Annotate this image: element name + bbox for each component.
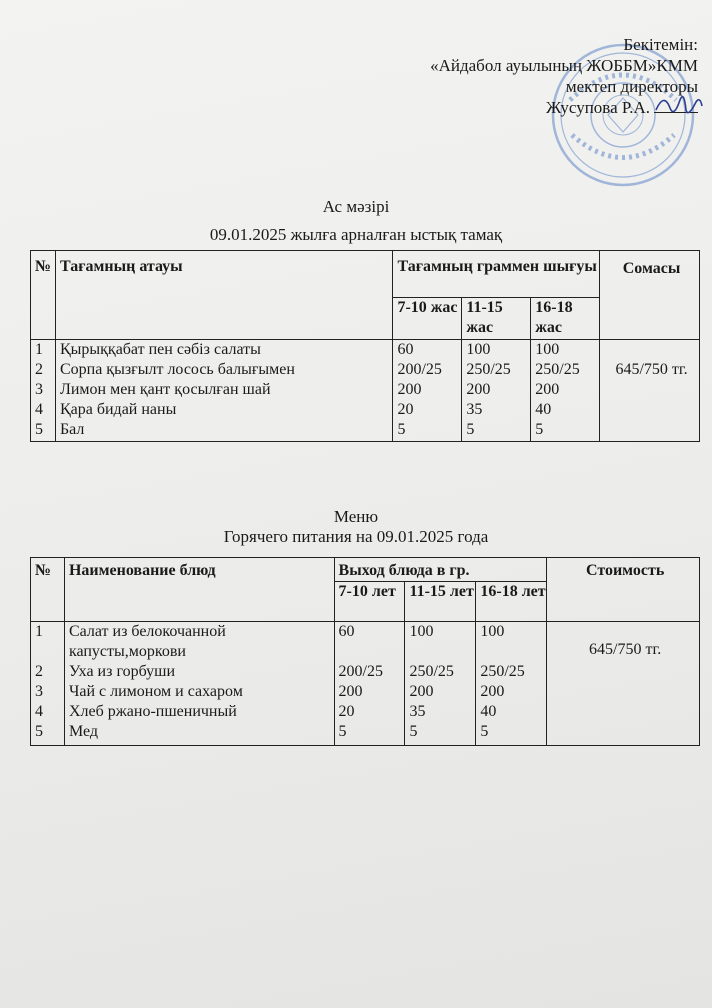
dish-name: Уха из горбуши xyxy=(68,663,176,680)
portion-value: 250/25 xyxy=(480,663,525,680)
kz-header-yield: Тағамның граммен шығуы xyxy=(393,251,600,298)
kz-header-num: № xyxy=(31,251,56,340)
ru-header-yield: Выход блюда в гр. xyxy=(334,558,547,582)
ru-header-num: № xyxy=(31,558,65,622)
dish-name: Салат из белокочанной xyxy=(68,623,226,640)
kz-age3-cell xyxy=(531,340,600,442)
portion-value: 100 xyxy=(466,341,491,358)
ru-age2-cell xyxy=(405,622,476,746)
list-item: 1 xyxy=(35,341,43,358)
kz-header-age-16-18: 16-18 жас xyxy=(531,298,600,340)
portion-value xyxy=(339,642,405,662)
dish-name: Қара бидай наны xyxy=(59,401,177,418)
kz-header-price: Сомасы xyxy=(600,251,700,340)
approval-school: «Айдабол ауылының ЖОББМ»КММ xyxy=(430,56,698,75)
list-item: 4 xyxy=(35,703,43,720)
list-item: 2 xyxy=(35,361,43,378)
list-item: 4 xyxy=(35,401,43,418)
kz-menu-subtitle: 09.01.2025 жылға арналған ыстық тамақ xyxy=(209,225,503,244)
portion-value: 5 xyxy=(338,723,347,740)
portion-value: 40 xyxy=(480,703,497,720)
list-item: 2 xyxy=(35,663,43,680)
list-item: 3 xyxy=(35,683,43,700)
portion-value: 200 xyxy=(409,683,434,700)
portion-value: 200/25 xyxy=(397,361,442,378)
portion-value: 20 xyxy=(338,703,355,720)
list-item: 5 xyxy=(35,421,43,438)
signature xyxy=(652,88,706,124)
list-item: 1 xyxy=(35,623,43,640)
ru-price-cell xyxy=(547,622,700,746)
portion-value: 200 xyxy=(397,381,422,398)
ru-header-age-11-15: 11-15 лет xyxy=(405,582,476,622)
portion-value: 5 xyxy=(535,421,544,438)
ru-header-name: Наименование блюд xyxy=(64,558,334,622)
ru-menu-table xyxy=(30,557,700,746)
portion-value: 200 xyxy=(466,381,491,398)
kz-header-age-11-15: 11-15 жас xyxy=(462,298,531,340)
portion-value: 250/25 xyxy=(535,361,580,378)
portion-value: 250/25 xyxy=(466,361,511,378)
portion-value: 60 xyxy=(338,623,355,640)
dish-name: капусты,моркови xyxy=(68,643,186,660)
kz-menu-table xyxy=(30,250,700,442)
list-item xyxy=(35,642,64,662)
ru-menu-title: Меню xyxy=(333,507,379,526)
kz-price-cell xyxy=(600,340,700,442)
list-item: 3 xyxy=(35,381,43,398)
kz-age2-cell xyxy=(462,340,531,442)
dish-name: Сорпа қызғылт лосось балығымен xyxy=(59,361,295,378)
portion-value: 60 xyxy=(397,341,414,358)
ru-header-age-7-10: 7-10 лет xyxy=(334,582,405,622)
portion-value: 250/25 xyxy=(409,663,454,680)
ru-age1-cell xyxy=(334,622,405,746)
kz-menu-title: Ас мәзірі xyxy=(322,197,390,216)
approval-title: Бекітемін: xyxy=(623,35,698,54)
ru-header-price: Стоимость xyxy=(547,558,700,622)
portion-value: 20 xyxy=(397,401,414,418)
kz-age1-cell xyxy=(393,340,462,442)
portion-value: 200 xyxy=(480,683,505,700)
dish-name: Чай с лимоном и сахаром xyxy=(68,683,243,700)
kz-dishes-cell xyxy=(55,340,393,442)
kz-header-name: Тағамның атауы xyxy=(55,251,393,340)
approval-position: мектеп директоры xyxy=(565,77,698,96)
director-name: Жусупова Р.А. xyxy=(545,98,650,117)
portion-value: 5 xyxy=(409,723,418,740)
portion-value: 5 xyxy=(466,421,475,438)
ru-price: 645/750 тг. xyxy=(589,641,662,658)
list-item: 5 xyxy=(35,723,43,740)
portion-value: 100 xyxy=(480,623,505,640)
portion-value: 200/25 xyxy=(338,663,383,680)
dish-name: Қырыққабат пен сәбіз салаты xyxy=(59,341,261,358)
portion-value: 40 xyxy=(535,401,552,418)
portion-value: 5 xyxy=(397,421,406,438)
portion-value: 200 xyxy=(535,381,560,398)
kz-price: 645/750 тг. xyxy=(615,361,688,378)
portion-value xyxy=(409,642,475,662)
portion-value: 35 xyxy=(466,401,483,418)
portion-value: 100 xyxy=(409,623,434,640)
ru-menu-subtitle: Горячего питания на 09.01.2025 года xyxy=(223,527,489,546)
dish-name: Мед xyxy=(68,723,98,740)
portion-value: 35 xyxy=(409,703,426,720)
portion-value xyxy=(480,642,546,662)
portion-value: 5 xyxy=(480,723,489,740)
dish-name: Хлеб ржано-пшеничный xyxy=(68,703,237,720)
portion-value: 200 xyxy=(338,683,363,700)
ru-nums-cell xyxy=(31,622,65,746)
ru-header-age-16-18: 16-18 лет xyxy=(476,582,547,622)
ru-dishes-cell xyxy=(64,622,334,746)
kz-header-age-7-10: 7-10 жас xyxy=(393,298,462,340)
ru-age3-cell xyxy=(476,622,547,746)
dish-name: Лимон мен қант қосылған шай xyxy=(59,381,271,398)
portion-value: 100 xyxy=(535,341,560,358)
kz-nums-cell xyxy=(31,340,56,442)
dish-name: Бал xyxy=(59,421,85,438)
